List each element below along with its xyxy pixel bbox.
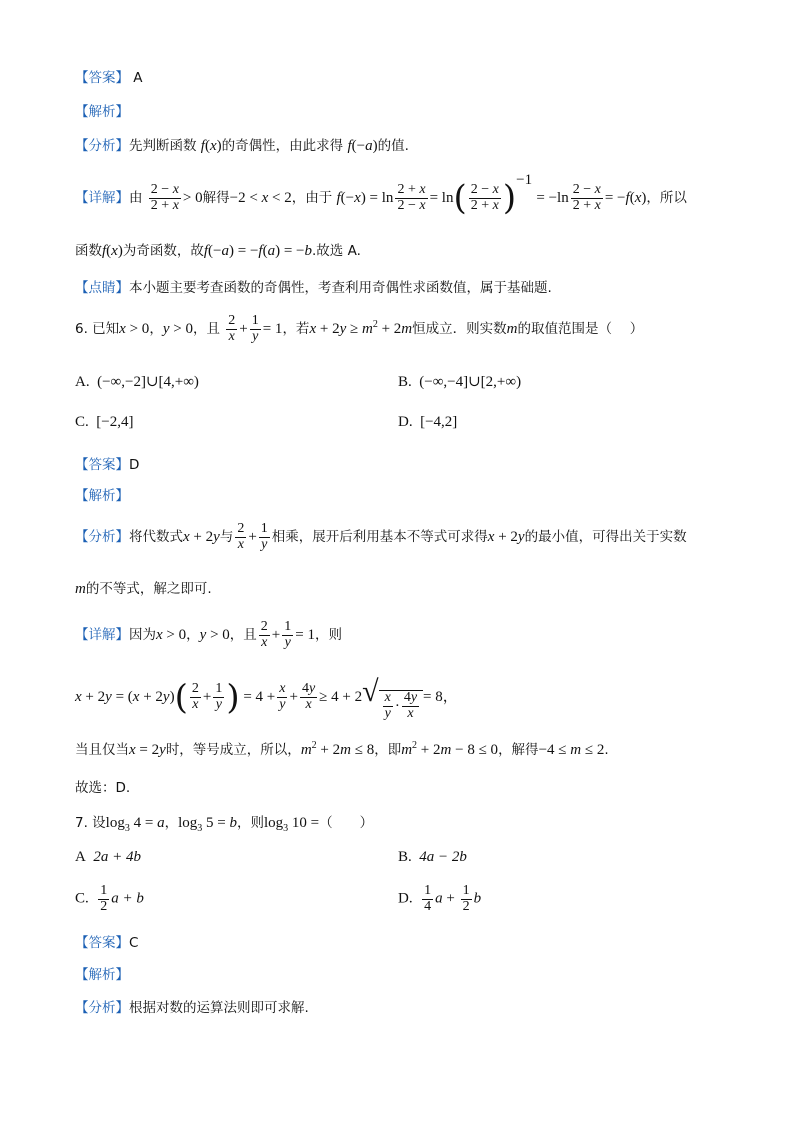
option-label: A [75, 849, 86, 865]
option-text: (−∞,−2]∪[4,+∞) [97, 374, 199, 390]
option-text: 4a − 2b [419, 849, 467, 865]
q7-analysis-tag: 【解析】 [75, 967, 129, 983]
q7-option-c[interactable] [75, 884, 144, 914]
fraction: $\frac{2}{x}$ [237, 521, 245, 552]
fraction: $\frac{4y}{x}$ [301, 681, 316, 713]
q6-last-line: 当且仅当x = 2y时，等号成立，所以，$m^2 + 2m \le 8$，即$m^2 + 2m - 8 \le 0$，解得−4 ≤ m ≤ 2. [75, 740, 609, 758]
math-ln: = ln [429, 190, 454, 206]
fenxi-d: 的最小值，可得出关于实数 [524, 529, 687, 546]
q6-option-c[interactable] [75, 414, 133, 431]
q6-stem: 6. 已知x > 0，y > 0，且 $\frac{2}{x}$ + $\frac{1}{y}$ = 1，若$x + 2y \ge m^2 + 2m$恒成立．则实数m的取值范围是（ ） [75, 313, 644, 344]
answer-value: C [129, 935, 139, 951]
math-neg-fx: = −f(x) [604, 190, 647, 206]
option-label: D. [398, 414, 413, 430]
option-label: C. [75, 890, 89, 907]
fenxi-a: 将代数式 [129, 529, 183, 546]
fraction: $\frac{2}{x}$ [191, 681, 199, 713]
line2-a: 函数 [75, 243, 102, 259]
math-log-b: $\log_3 5 = b$ [178, 815, 237, 834]
exponent: −1 [516, 172, 533, 188]
stem-e: 的取值范围是（ ） [517, 321, 644, 338]
fraction: $\frac{1}{4}$ [424, 883, 432, 914]
math-range: −2 < x < 2 [229, 190, 292, 206]
option-label: A. [75, 374, 90, 390]
math-m: m [506, 321, 518, 338]
xiangjie-tag: 【详解】 [75, 627, 129, 644]
math-odd-proof: f(−x) = ln [336, 190, 394, 206]
q6-conclusion: 故选：D. [75, 780, 131, 796]
stem-a: 7. 设 [75, 815, 106, 831]
fraction: $\frac{2 + x}{2 - x}$ [397, 181, 426, 213]
answer-value: A [133, 70, 143, 86]
stem-b: ，且 [192, 321, 220, 338]
q7-stem [75, 811, 754, 834]
xiangjie-text-d: ，所以 [646, 190, 687, 206]
eq-tail: = 8 [423, 689, 443, 705]
fraction: $\frac{2 - x}{2 + x}$ [150, 181, 179, 213]
fraction: $\frac{1}{y}$ [260, 521, 268, 552]
fraction: $\frac{2 - x}{2 + x}$ [470, 181, 499, 213]
fenxi-text-b: 的奇偶性，由此求得 [221, 138, 344, 154]
math-solution: −4 ≤ m ≤ 2 [538, 742, 605, 758]
q5-dianjing-line [75, 276, 754, 296]
q6-option-d[interactable] [398, 414, 457, 431]
dianjing-text: 本小题主要考查函数的奇偶性，考查利用奇偶性求函数值，属于基础题. [129, 280, 552, 296]
math-log-10: $\log_3 10$ = [263, 815, 320, 834]
option-text: (−∞,−4]∪[2,+∞) [419, 374, 522, 390]
option-text: [−2,4] [96, 414, 134, 430]
math-fx: f(x) [200, 138, 222, 154]
stem-d: 恒成立．则实数 [412, 321, 507, 338]
fenxi-tag: 【分析】 [75, 1000, 129, 1016]
option-label: B. [398, 849, 412, 865]
last-d: ，解得 [498, 742, 539, 758]
fraction: $\frac{x}{y}$ [279, 681, 286, 713]
fraction: $\frac{2 - x}{2 + x}$ [572, 181, 601, 213]
math-ineq1: $m^2 + 2m \le 8$ [300, 740, 375, 758]
q5-analysis-tag: 【解析】 [75, 104, 129, 120]
fenxi-tag: 【分析】 [75, 138, 129, 154]
dianjing-tag: 【点睛】 [75, 280, 129, 296]
math-log-a: $\log_3 4 = a$ [105, 815, 165, 834]
q6-xiangjie-line: 【详解】因为x > 0，y > 0，且 $\frac{2}{x}$ + $\frac{1}{y}$ = 1，则 [75, 619, 342, 650]
math-fx: f(x) [102, 243, 123, 259]
fenxi-c: 相乘，展开后利用基本不等式可求得 [271, 529, 488, 546]
xiangjie-tag: 【详解】 [75, 190, 129, 206]
math-x-eq: x = 2y [129, 742, 166, 758]
sqrt-body: $\frac{x}{y}$ · $\frac{4y}{x}$ [379, 690, 423, 721]
math-constraint: $x + 2y \ge m^2 + 2m$ [309, 319, 413, 338]
q5-fenxi-line [75, 134, 754, 155]
stem-a: 6. 已知 [75, 321, 120, 338]
fenxi-tag: 【分析】 [75, 529, 129, 546]
line2-b: 为奇函数，故 [122, 243, 204, 259]
last-c: ，即 [374, 742, 402, 758]
fraction: $\frac{1}{2}$ [100, 883, 108, 914]
option-label: B. [398, 374, 412, 390]
answer-tag: 【答案】 [75, 935, 129, 951]
option-text: [−4,2] [420, 414, 458, 430]
math-f-neg-a: f(−a) [347, 138, 378, 154]
math-x-pos: x > 0 [119, 321, 150, 338]
q7-option-a[interactable] [75, 849, 141, 866]
xiangjie-text-a: 由 [129, 190, 143, 206]
math-m: m [75, 581, 86, 597]
q7-option-d[interactable]: D. $\frac{1}{4}$ a + $\frac{1}{2}$ b [398, 883, 482, 914]
q7-fenxi-line [75, 996, 754, 1016]
q6-answer-line [75, 453, 754, 473]
fraction: $\frac{1}{2}$ [462, 883, 470, 914]
q6-analysis-tag: 【解析】 [75, 488, 129, 504]
q6-fenxi-line2 [75, 577, 754, 598]
answer-tag: 【答案】 [75, 457, 129, 473]
fraction: $\frac{1}{y}$ [215, 681, 223, 713]
option-text: a + b [111, 890, 144, 907]
xiangjie-c: ，则 [314, 627, 342, 644]
stem-c: ，则 [236, 815, 264, 831]
math-x-pos: x > 0 [156, 627, 187, 644]
math-y-pos: y > 0 [162, 321, 193, 338]
fenxi-b: 与 [219, 529, 234, 546]
math-x2y: x + 2y [183, 529, 220, 546]
paren: ) [502, 178, 517, 218]
last-b: 时，等号成立，所以， [165, 742, 301, 758]
fenxi-text-c: 的值. [377, 138, 409, 154]
q5-xiangjie-line2 [75, 239, 754, 260]
q6-equation: x + 2y = (x + 2y)( $\frac{2}{x}$ + $\frac{1}{y}$ ) = 4 + $\frac{x}{y}$ + $\frac{4y}{x}$ ≥ 4 + 2√ $\frac{x}{y}$ · $\frac{4y}{x}$ = 8， [75, 675, 458, 721]
fenxi-text-a: 先判断函数 [129, 138, 197, 154]
stem-c: ，若 [282, 321, 310, 338]
paren: ( [453, 178, 467, 218]
xiangjie-a: 因为 [129, 627, 156, 644]
fraction: $\frac{1}{y}$ [251, 313, 259, 344]
q6-option-a[interactable] [75, 372, 199, 391]
option-label: D. [398, 890, 413, 907]
answer-tag: 【答案】 [75, 70, 129, 86]
fenxi-line2: 的不等式，解之即可. [85, 581, 212, 597]
q5-xiangjie-line [75, 172, 754, 218]
option-text: 2a + 4b [93, 849, 141, 865]
fraction: $\frac{2}{x}$ [260, 619, 268, 650]
q6-option-b[interactable] [398, 372, 521, 391]
xiangjie-text-b: 解得 [202, 190, 230, 206]
math-neg-ln: = −ln [536, 190, 569, 206]
last-a: 当且仅当 [75, 742, 129, 758]
fenxi-text: 根据对数的运算法则即可求解. [129, 1000, 309, 1016]
stem-b: ， [164, 815, 179, 831]
math-result: f(−a) = −f(a) = −b [203, 243, 312, 259]
q5-answer-line [75, 66, 754, 86]
line2-c: .故选 A. [312, 243, 361, 259]
q6-fenxi-line: 【分析】将代数式x + 2y与 $\frac{2}{x}$ + $\frac{1}{y}$ 相乘，展开后利用基本不等式可求得x + 2y的最小值，可得出关于实数 [75, 521, 687, 552]
fraction: $\frac{2}{x}$ [228, 313, 236, 344]
math-ineq2: $m^2 + 2m - 8 \le 0$ [401, 740, 499, 758]
math-inequality: > 0 [182, 190, 203, 206]
fraction: $\frac{1}{y}$ [284, 619, 292, 650]
math-y-pos: y > 0 [199, 627, 230, 644]
option-label: C. [75, 414, 89, 430]
math-x2y: x + 2y [487, 529, 525, 546]
answer-value: D [129, 457, 140, 473]
stem-d: （ ） [319, 815, 374, 831]
q7-answer-line [75, 931, 754, 951]
xiangjie-b: ，且 [229, 627, 257, 644]
q7-option-b[interactable] [398, 849, 467, 866]
xiangjie-text-c: ，由于 [291, 190, 333, 206]
